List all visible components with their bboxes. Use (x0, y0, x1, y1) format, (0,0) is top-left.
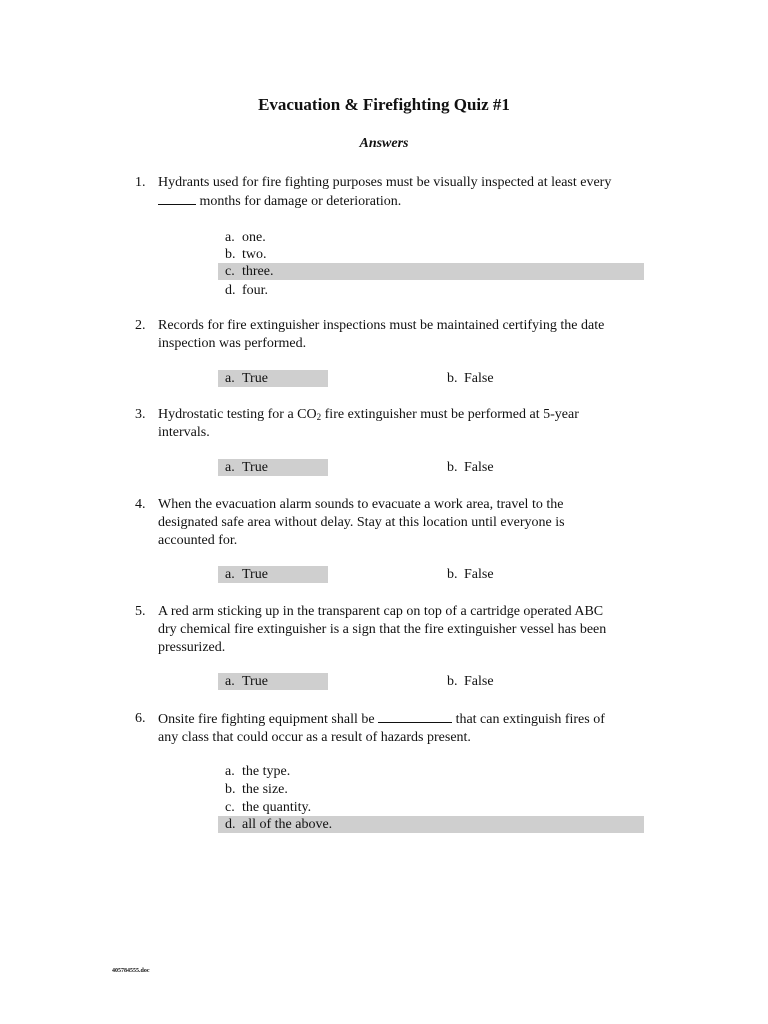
question-number: 1. (135, 175, 146, 190)
document-footer: 405784555.doc (112, 968, 150, 974)
option-1a[interactable]: a. one. (225, 230, 266, 245)
question-4 (135, 496, 655, 550)
option-3b[interactable]: b. False (447, 460, 494, 475)
option-3a-selected[interactable]: a. True (218, 459, 328, 476)
question-text: Hydrostatic testing for a $CO_2$ fire extinguisher must be performed at 5-year intervals. (158, 407, 579, 440)
question-number: 2. (135, 318, 146, 333)
question-text: When the evacuation alarm sounds to evacuate a work area, travel to the designated safe area without delay. Stay at this location until everyone is accounted for. (158, 497, 565, 548)
question-number: 4. (135, 497, 146, 512)
question-2 (135, 317, 655, 353)
option-5b[interactable]: b. False (447, 674, 494, 689)
option-4a-selected[interactable]: a. True (218, 566, 328, 583)
question-5 (135, 603, 655, 657)
option-1b[interactable]: b. two. (225, 247, 267, 262)
question-text: Onsite fire fighting equipment shall be that can extinguish fires of any class that could occur as a result of hazards present. (158, 712, 605, 745)
answer-blank (378, 710, 452, 723)
option-2a-selected[interactable]: a. True (218, 370, 328, 387)
option-6c[interactable]: c. the quantity. (225, 800, 312, 815)
question-6 (135, 710, 655, 747)
page-subtitle: Answers (359, 136, 409, 151)
option-6d-selected[interactable]: d. all of the above. (218, 816, 644, 833)
question-3 (135, 406, 655, 442)
answer-blank (158, 192, 196, 205)
option-6b[interactable]: b. the size. (225, 782, 288, 797)
option-5a-selected[interactable]: a. True (218, 673, 328, 690)
option-4b[interactable]: b. False (447, 567, 494, 582)
question-number: 5. (135, 604, 146, 619)
option-1c-selected[interactable]: c. three. (218, 263, 644, 280)
question-text: A red arm sticking up in the transparent cap on top of a cartridge operated ABC dry chemical fire extinguisher is a sign that the fire extinguisher vessel has been pressurized. (158, 604, 607, 655)
question-1 (135, 174, 655, 211)
option-1d[interactable]: d. four. (225, 283, 269, 298)
page-title: Evacuation & Firefighting Quiz #1 (258, 95, 510, 114)
question-text: Records for fire extinguisher inspections must be maintained certifying the date inspection was performed. (158, 318, 605, 351)
question-number: 3. (135, 407, 146, 422)
question-text: Hydrants used for fire fighting purposes must be visually inspected at least every months for damage or deterioration. (158, 175, 612, 209)
option-6a[interactable]: a. the type. (225, 764, 291, 779)
option-2b[interactable]: b. False (447, 371, 494, 386)
question-number: 6. (135, 711, 146, 726)
